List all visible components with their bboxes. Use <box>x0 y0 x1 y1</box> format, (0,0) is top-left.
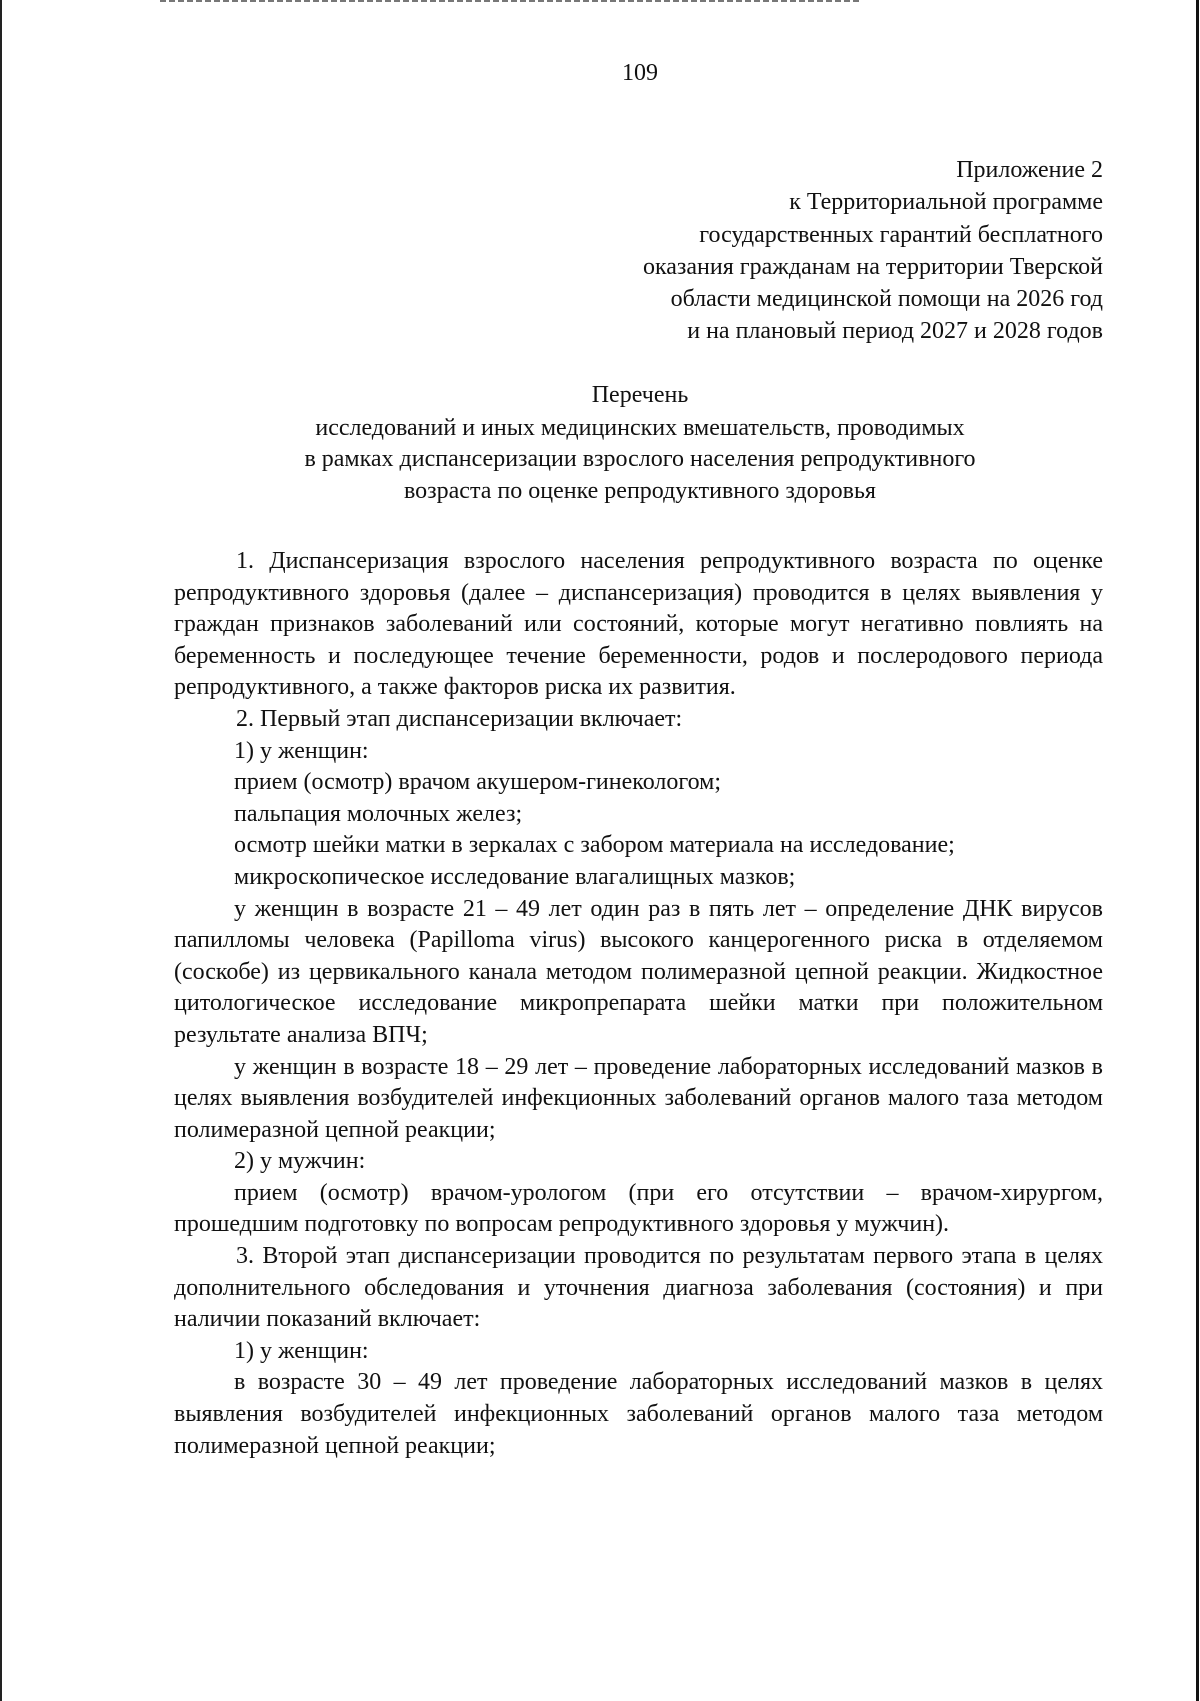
scan-edge-right <box>1196 0 1199 1701</box>
appendix-line: оказания гражданам на территории Тверской <box>642 253 1103 280</box>
title-line: исследований и иных медицинских вмешательств, проводимых <box>315 414 965 441</box>
paragraph: 2. Первый этап диспансеризации включает: <box>236 705 683 732</box>
title-heading: Перечень <box>591 382 689 408</box>
paragraph: у женщин в возрасте 21 – 49 лет один раз в пять лет – определение ДНК вирусов папилломы человека (Papilloma virus) высокого канцерогенного риска в отделяемом (соскобе) из цервикального канала методом полимеразной цепной реакции. Жидкостное цитологическое исследование микропрепарата шейки матки при положительном результате анализа ВПЧ; <box>174 895 1103 1048</box>
appendix-header <box>643 154 1103 348</box>
paragraph: осмотр шейки матки в зеркалах с забором материала на исследование; <box>234 832 955 859</box>
appendix-line: области медицинской помощи на 2026 год <box>670 286 1103 313</box>
paragraph: 2) у мужчин: <box>234 1148 366 1175</box>
appendix-line: к Территориальной программе <box>789 189 1103 216</box>
paragraph: 1. Диспансеризация взрослого населения репродуктивного возраста по оценке репродуктивного здоровья (далее – диспансеризация) проводится в целях выявления у граждан признаков заболеваний или состояний, которые могут негативно повлиять на беременность и последующее течение беременности, родов и послеродового периода репродуктивного, а также факторов риска их развития. <box>174 548 1103 701</box>
title-line: возраста по оценке репродуктивного здоровья <box>404 477 876 504</box>
paragraph: 1) у женщин: <box>234 1337 369 1364</box>
title-line: в рамках диспансеризации взрослого населения репродуктивного <box>304 446 976 472</box>
document-body <box>174 546 1103 1462</box>
page-number: 109 <box>622 60 658 86</box>
paragraph: 1) у женщин: <box>234 737 369 764</box>
paragraph: пальпация молочных желез; <box>234 800 523 827</box>
paragraph: в возрасте 30 – 49 лет проведение лабораторных исследований мазков в целях выявления возбудителей инфекционных заболеваний органов малого таза методом полимеразной цепной реакции; <box>174 1369 1103 1459</box>
appendix-line: государственных гарантий бесплатного <box>699 221 1103 248</box>
appendix-line: и на плановый период 2027 и 2028 годов <box>687 318 1103 345</box>
paragraph: у женщин в возрасте 18 – 29 лет – проведение лабораторных исследований мазков в целях выявления возбудителей инфекционных заболеваний органов малого таза методом полимеразной цепной реакции; <box>174 1053 1103 1143</box>
scan-edge-left <box>0 0 2 1701</box>
appendix-line: Приложение 2 <box>956 157 1103 183</box>
scan-edge-top <box>160 0 860 2</box>
paragraph: 3. Второй этап диспансеризации проводится по результатам первого этапа в целях дополнительного обследования и уточнения диагноза заболевания (состояния) и при наличии показаний включает: <box>174 1243 1103 1333</box>
document-title <box>0 380 1200 507</box>
paragraph: микроскопическое исследование влагалищных мазков; <box>234 863 796 890</box>
paragraph: прием (осмотр) врачом-урологом (при его отсутствии – врачом-хирургом, прошедшим подготовку по вопросам репродуктивного здоровья у мужчин). <box>174 1179 1103 1238</box>
paragraph: прием (осмотр) врачом акушером-гинекологом; <box>234 769 721 796</box>
